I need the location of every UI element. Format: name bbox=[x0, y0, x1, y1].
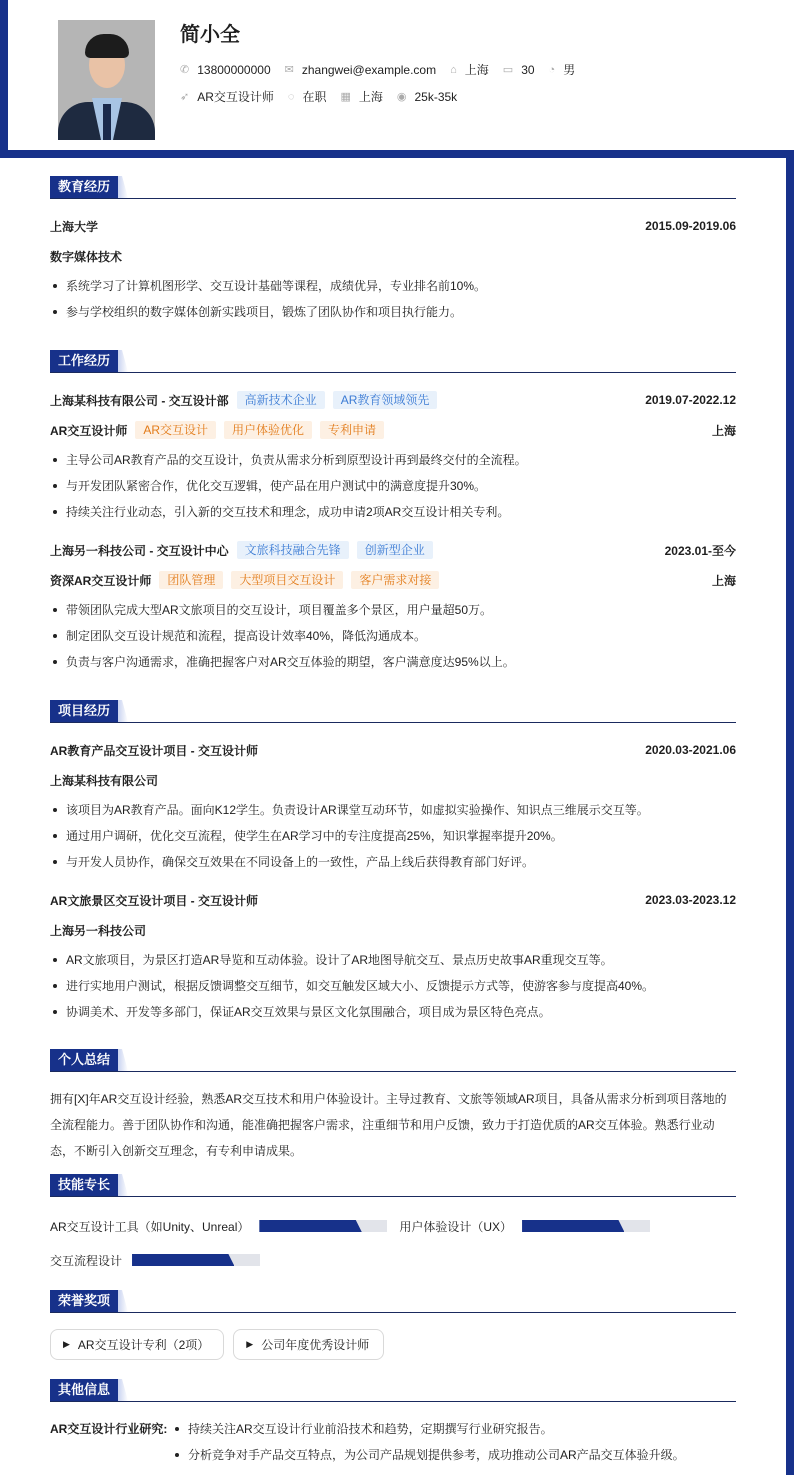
info-value: 上海 bbox=[358, 90, 383, 104]
section-header bbox=[50, 700, 736, 723]
skill-name: AR交互设计工具（如Unity、Unreal） bbox=[50, 1219, 250, 1234]
bullet-item: 进行实地用户测试，根据反馈调整交互细节，如交互触发区域大小、反馈提示方式等，使游客参与度提高40%。 bbox=[50, 973, 736, 999]
candidate-name: 简小全 bbox=[180, 24, 240, 46]
bullet-item: AR文旅项目，为景区打造AR导览和互动体验。设计了AR地图导航交互、景点历史故事AR重现交互等。 bbox=[50, 947, 736, 973]
tag: 高新技术企业 bbox=[237, 391, 325, 409]
section bbox=[50, 176, 736, 325]
section bbox=[50, 700, 736, 1025]
header-divider-band bbox=[0, 150, 794, 158]
section-title: 荣誉奖项 bbox=[50, 1290, 118, 1312]
triangle-right-icon: ▶ bbox=[63, 1339, 70, 1349]
age-icon: ▭ bbox=[502, 64, 514, 76]
entry-row bbox=[50, 885, 736, 915]
entry-meta: 上海 bbox=[711, 573, 736, 588]
entry-row bbox=[50, 565, 736, 595]
gender-icon: ◔ bbox=[548, 63, 556, 76]
skills-list bbox=[50, 1209, 736, 1277]
entry-row bbox=[50, 765, 736, 795]
tag: 文旅科技融合先锋 bbox=[237, 541, 349, 559]
skill-name: 用户体验设计（UX） bbox=[399, 1219, 513, 1234]
section-title: 个人总结 bbox=[50, 1049, 118, 1071]
bullet-list bbox=[172, 1416, 685, 1468]
section bbox=[50, 1379, 736, 1468]
info-value: zhangwei@example.com bbox=[301, 62, 437, 77]
entry-title: AR教育产品交互设计项目 - 交互设计师 bbox=[50, 743, 258, 758]
entry-meta: 2019.07-2022.12 bbox=[645, 393, 736, 407]
entry-title: 上海另一科技公司 - 交互设计中心 bbox=[50, 543, 229, 558]
bullet-list bbox=[50, 947, 736, 1025]
entry-row bbox=[50, 735, 736, 765]
bullet-item: 与开发团队紧密合作，优化交互逻辑，使产品在用户测试中的满意度提升30%。 bbox=[50, 473, 736, 499]
bullet-item: 带领团队完成大型AR文旅项目的交互设计，项目覆盖多个景区，用户量超50万。 bbox=[50, 597, 736, 623]
section-title: 项目经历 bbox=[50, 700, 118, 722]
entry-meta: 2015.09-2019.06 bbox=[645, 219, 736, 233]
entry-meta: 2023.03-2023.12 bbox=[645, 893, 736, 907]
frame-left-border bbox=[0, 0, 8, 152]
section-header bbox=[50, 1049, 736, 1072]
entry-meta: 2023.01-至今 bbox=[664, 543, 736, 558]
section-header bbox=[50, 1379, 736, 1402]
entry-title: 上海大学 bbox=[50, 219, 99, 234]
section-header bbox=[50, 350, 736, 373]
send-icon: ➶ bbox=[180, 91, 190, 103]
tag: 团队管理 bbox=[159, 571, 223, 589]
contact-info-row bbox=[180, 61, 589, 78]
tag: 创新型企业 bbox=[357, 541, 433, 559]
skill-name: 交互流程设计 bbox=[50, 1253, 123, 1268]
mail-icon: ✉ bbox=[284, 64, 294, 76]
skill-bar-fill bbox=[259, 1220, 361, 1232]
bullet-item: 持续关注行业动态，引入新的交互技术和理念，成功申请2项AR交互设计相关专利。 bbox=[50, 499, 736, 525]
bullet-item: 与开发人员协作，确保交互效果在不同设备上的一致性，产品上线后获得教育部门好评。 bbox=[50, 849, 736, 875]
entry-row bbox=[50, 385, 736, 415]
skill-item bbox=[50, 1209, 387, 1243]
award-label: AR交互设计专利（2项） bbox=[77, 1338, 210, 1352]
entry-meta: 2020.03-2021.06 bbox=[645, 743, 736, 757]
bullet-item: 持续关注AR交互设计行业前沿技术和趋势，定期撰写行业研究报告。 bbox=[172, 1416, 685, 1442]
bullet-list bbox=[50, 447, 736, 525]
bullet-list bbox=[50, 597, 736, 675]
section bbox=[50, 1049, 736, 1164]
section-header bbox=[50, 176, 736, 199]
skill-item bbox=[50, 1243, 260, 1277]
bullet-item: 负责与客户沟通需求，准确把握客户对AR交互体验的期望，客户满意度达95%以上。 bbox=[50, 649, 736, 675]
tag: 专利申请 bbox=[320, 421, 384, 439]
section-title: 教育经历 bbox=[50, 176, 118, 198]
entry-title: 资深AR交互设计师 bbox=[50, 573, 152, 588]
entry-row bbox=[50, 915, 736, 945]
entry-row bbox=[50, 241, 736, 271]
tag: AR交互设计 bbox=[135, 421, 216, 439]
entry-title: 上海另一科技公司 bbox=[50, 923, 147, 938]
bullet-item: 该项目为AR教育产品。面向K12学生。负责设计AR课堂互动环节，如虚拟实验操作、知识点三维展示交互等。 bbox=[50, 797, 736, 823]
phone-icon: ✆ bbox=[180, 64, 190, 76]
job-intent-row bbox=[180, 88, 471, 105]
tag: 用户体验优化 bbox=[224, 421, 312, 439]
skill-bar bbox=[522, 1220, 650, 1232]
bullet-item: 系统学习了计算机图形学、交互设计基础等课程，成绩优异，专业排名前10%。 bbox=[50, 273, 736, 299]
info-value: AR交互设计师 bbox=[197, 90, 274, 104]
summary-text: 拥有[X]年AR交互设计经验，熟悉AR交互技术和用户体验设计。主导过教育、文旅等领域AR项目，具备从需求分析到项目落地的全流程能力。善于团队协作和沟通，能准确把握客户需求，注重细节和用户反馈，致力于打造优质的AR交互体验。熟悉行业动态，不断引入创新交互理念，有专利申请成果。 bbox=[50, 1092, 727, 1158]
entry-title: AR文旅景区交互设计项目 - 交互设计师 bbox=[50, 893, 258, 908]
section-title: 其他信息 bbox=[50, 1379, 118, 1401]
entry-title: 上海某科技有限公司 bbox=[50, 773, 159, 788]
section bbox=[50, 350, 736, 675]
other-info-label: AR交互设计行业研究: bbox=[50, 1422, 168, 1436]
award-chip bbox=[233, 1329, 384, 1360]
bullet-item: 制定团队交互设计规范和流程，提高设计效率40%，降低沟通成本。 bbox=[50, 623, 736, 649]
section bbox=[50, 1174, 736, 1277]
section-header bbox=[50, 1174, 736, 1197]
skill-bar bbox=[132, 1254, 260, 1266]
info-value: 13800000000 bbox=[197, 62, 271, 77]
entry-title: 数字媒体技术 bbox=[50, 249, 123, 264]
entry-title: AR交互设计师 bbox=[50, 423, 128, 438]
bullet-item: 通过用户调研，优化交互流程，使学生在AR学习中的专注度提高25%，知识掌握率提升20%。 bbox=[50, 823, 736, 849]
bullet-item: 参与学校组织的数字媒体创新实践项目，锻炼了团队协作和项目执行能力。 bbox=[50, 299, 736, 325]
section-header bbox=[50, 1290, 736, 1313]
salary-icon: ◉ bbox=[396, 91, 407, 103]
bullet-item: 协调美术、开发等多部门，保证AR交互效果与景区文化氛围融合，项目成为景区特色亮点。 bbox=[50, 999, 736, 1025]
section-title: 技能专长 bbox=[50, 1174, 118, 1196]
status-icon: ◌ bbox=[287, 90, 295, 103]
home-icon: ⌂ bbox=[450, 63, 457, 76]
frame-right-border bbox=[786, 150, 794, 1475]
section-title: 工作经历 bbox=[50, 350, 118, 372]
info-value: 男 bbox=[563, 63, 576, 77]
info-value: 30 bbox=[521, 62, 535, 77]
other-info-item bbox=[50, 1416, 736, 1468]
tag: 大型项目交互设计 bbox=[231, 571, 343, 589]
skill-bar-fill bbox=[522, 1220, 624, 1232]
entry-row bbox=[50, 211, 736, 241]
skill-item bbox=[399, 1209, 650, 1243]
entry-row bbox=[50, 535, 736, 565]
resume-body bbox=[50, 176, 736, 1468]
entry-title: 上海某科技有限公司 - 交互设计部 bbox=[50, 393, 229, 408]
info-value: 在职 bbox=[302, 90, 327, 104]
tag: 客户需求对接 bbox=[351, 571, 439, 589]
tag: AR教育领域领先 bbox=[333, 391, 438, 409]
section bbox=[50, 1290, 736, 1360]
award-chip bbox=[50, 1329, 224, 1360]
awards-list bbox=[50, 1329, 736, 1360]
bullet-item: 主导公司AR教育产品的交互设计，负责从需求分析到原型设计再到最终交付的全流程。 bbox=[50, 447, 736, 473]
triangle-right-icon: ▶ bbox=[246, 1339, 254, 1349]
bullet-list bbox=[50, 797, 736, 875]
entry-row bbox=[50, 415, 736, 445]
entry-meta: 上海 bbox=[711, 423, 736, 438]
bullet-list bbox=[50, 273, 736, 325]
profile-photo bbox=[58, 20, 155, 140]
building-icon: ▦ bbox=[340, 91, 351, 103]
info-value: 25k-35k bbox=[414, 89, 458, 104]
bullet-item: 分析竞争对手产品交互特点，为公司产品规划提供参考，成功推动公司AR产品交互体验升级。 bbox=[172, 1442, 685, 1468]
skill-bar-fill bbox=[132, 1254, 234, 1266]
award-label: 公司年度优秀设计师 bbox=[261, 1338, 370, 1352]
skill-bar bbox=[259, 1220, 387, 1232]
info-value: 上海 bbox=[464, 63, 489, 77]
